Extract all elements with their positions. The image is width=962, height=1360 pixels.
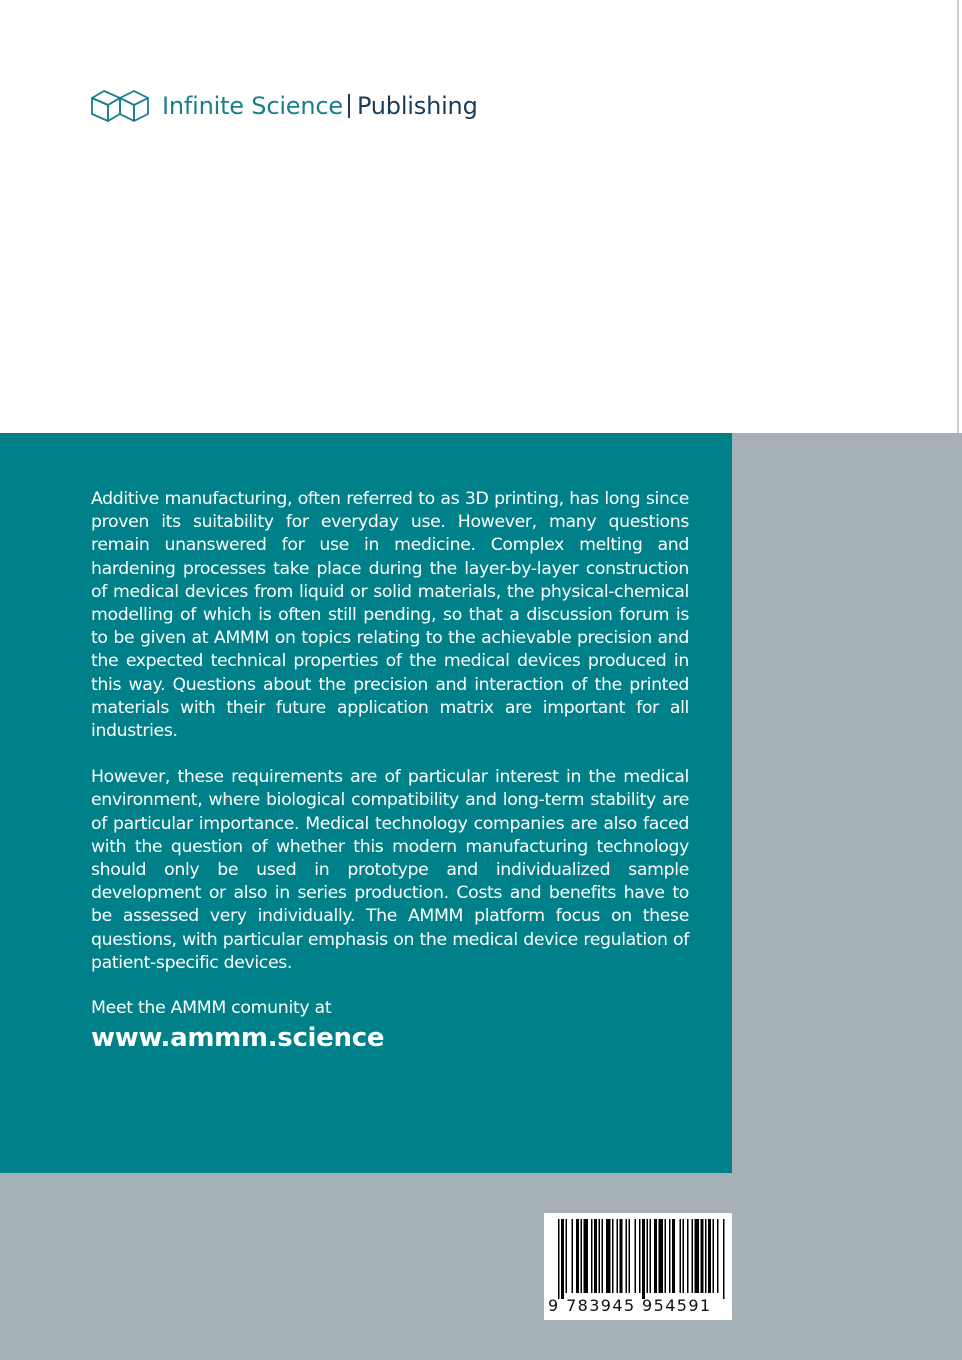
barcode-bar (620, 1219, 623, 1293)
spine-edge-line (957, 0, 959, 433)
community-invite: Meet the AMMM comunity at (91, 998, 332, 1018)
cube-logo-icon (90, 88, 150, 124)
publisher-name-division: Publishing (356, 92, 478, 120)
barcode-bar (669, 1219, 671, 1293)
isbn-barcode (544, 1213, 732, 1320)
barcode-bars (558, 1219, 726, 1299)
barcode-bar (635, 1219, 637, 1293)
barcode-bar (692, 1219, 694, 1293)
barcode-bar (629, 1219, 631, 1293)
barcode-bar (566, 1219, 568, 1293)
barcode-bar (642, 1219, 645, 1299)
barcode-bar (723, 1219, 725, 1299)
barcode-bar (654, 1219, 657, 1293)
cover-top-area (0, 0, 962, 433)
barcode-bar (701, 1219, 704, 1293)
barcode-bar (576, 1219, 579, 1293)
barcode-bar (591, 1219, 593, 1293)
barcode-bar (708, 1219, 711, 1293)
barcode-bar (639, 1219, 641, 1293)
barcode-bar (561, 1219, 564, 1299)
barcode-bar (558, 1219, 560, 1299)
blurb-paragraph-1: Additive manufacturing, often referred to as 3D printing, has long since proven its suitability for everyday use. However, many questions remain unanswered for use in medicine. Complex melting and hardening processes take place during the layer-by-layer construction of medical devices from liquid or solid materials, the physical-chemical modelling of which is often still pending, so that a discussion forum is to be given at AMMM on topics relating to the achievable precision and the expected technical properties of the medical devices produced in this way. Questions about the precision and interaction of the printed materials with their future application matrix are important for all industries. (91, 489, 689, 742)
barcode-bar (683, 1219, 685, 1293)
barcode-bar (650, 1219, 652, 1293)
barcode-bar (594, 1219, 597, 1293)
barcode-bar (695, 1219, 700, 1293)
barcode-bar (705, 1219, 707, 1293)
barcode-bar (713, 1219, 715, 1293)
barcode-bar (581, 1219, 583, 1293)
blurb-paragraph-2: However, these requirements are of particular interest in the medical environment, where biological compatibility and long-term stability are of particular importance. Medical technology companies are also faced with the question of whether this modern manufacturing technology should only be used in prototype and individualized sample development or also in series production. Costs and benefits have to be assessed very individually. The AMMM platform focus on these questions, with particular emphasis on the medical device regulation of patient-specific devices. (91, 767, 689, 973)
isbn-digits: 9 783945 954591 (548, 1296, 712, 1315)
barcode-bar (602, 1219, 604, 1293)
back-cover-blurb (91, 488, 689, 998)
barcode-bar (665, 1219, 667, 1293)
barcode-bar (687, 1219, 689, 1293)
barcode-bar (584, 1219, 589, 1293)
barcode-bar (672, 1219, 675, 1293)
barcode-bar (717, 1219, 719, 1293)
publisher-name (162, 92, 478, 120)
publisher-logo (90, 86, 478, 126)
barcode-bar (647, 1219, 649, 1293)
barcode-bar (606, 1219, 611, 1293)
barcode-bar (617, 1219, 619, 1293)
barcode-bar (680, 1219, 682, 1293)
barcode-bar (599, 1219, 601, 1293)
barcode-bar (572, 1219, 574, 1293)
barcode-bar (612, 1219, 614, 1293)
publisher-name-main: Infinite Science (162, 92, 343, 120)
barcode-bar (659, 1219, 664, 1293)
community-website-link[interactable]: www.ammm.science (91, 1023, 385, 1053)
barcode-bar (626, 1219, 628, 1293)
publisher-name-separator (348, 94, 350, 118)
